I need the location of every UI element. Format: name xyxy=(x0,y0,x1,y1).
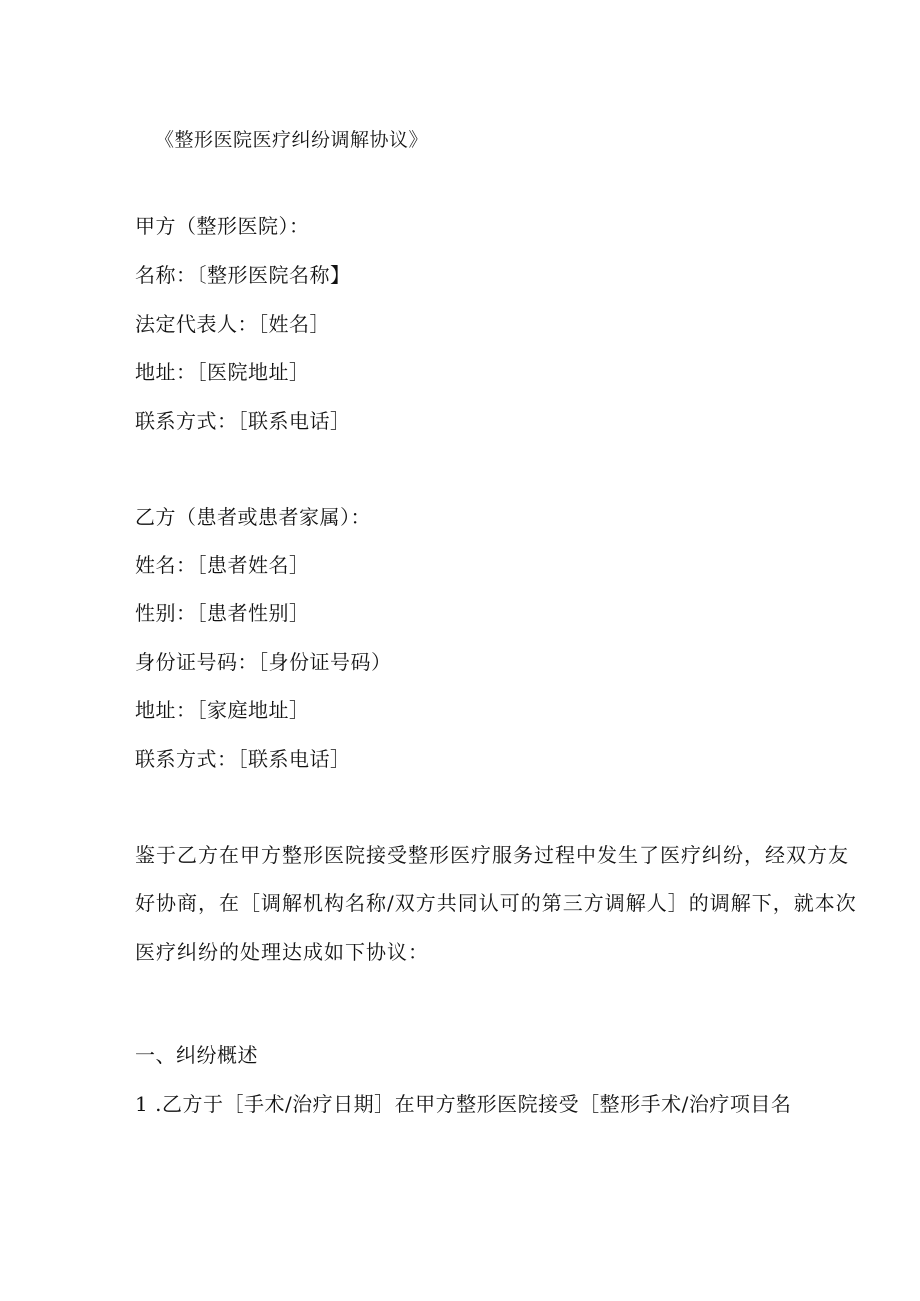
preamble-line: 鉴于乙方在甲方整形医院接受整形医疗服务过程中发生了医疗纠纷，经双方友 xyxy=(135,843,849,867)
party-b-gender: 性别：［患者性别］ xyxy=(135,601,310,625)
party-a-name: 名称：〔整形医院名称】 xyxy=(135,263,351,287)
party-b-contact: 联系方式：［联系电话］ xyxy=(135,747,351,771)
party-a-contact: 联系方式：［联系电话］ xyxy=(135,409,351,433)
party-b-id-number: 身份证号码：［身份证号码） xyxy=(135,650,392,674)
preamble-line: 医疗纠纷的处理达成如下协议： xyxy=(135,940,429,964)
section-heading: 一、纠纷概述 xyxy=(135,1043,258,1067)
party-b-name: 姓名：［患者姓名］ xyxy=(135,553,310,577)
party-a-heading: 甲方（整形医院）： xyxy=(135,214,310,238)
section-item: 1 .乙方于［手术/治疗日期］在甲方整形医院接受［整形手术/治疗项目名 xyxy=(135,1092,792,1116)
party-a-address: 地址：［医院地址］ xyxy=(135,360,310,384)
party-b-address: 地址：［家庭地址］ xyxy=(135,698,310,722)
document-title: 《整形医院医疗纠纷调解协议》 xyxy=(155,129,429,151)
preamble-line: 好协商，在［调解机构名称/双方共同认可的第三方调解人］的调解下，就本次 xyxy=(135,891,857,915)
party-a-legal-rep: 法定代表人：［姓名］ xyxy=(135,312,330,336)
party-b-heading: 乙方（患者或患者家属）： xyxy=(135,505,371,529)
